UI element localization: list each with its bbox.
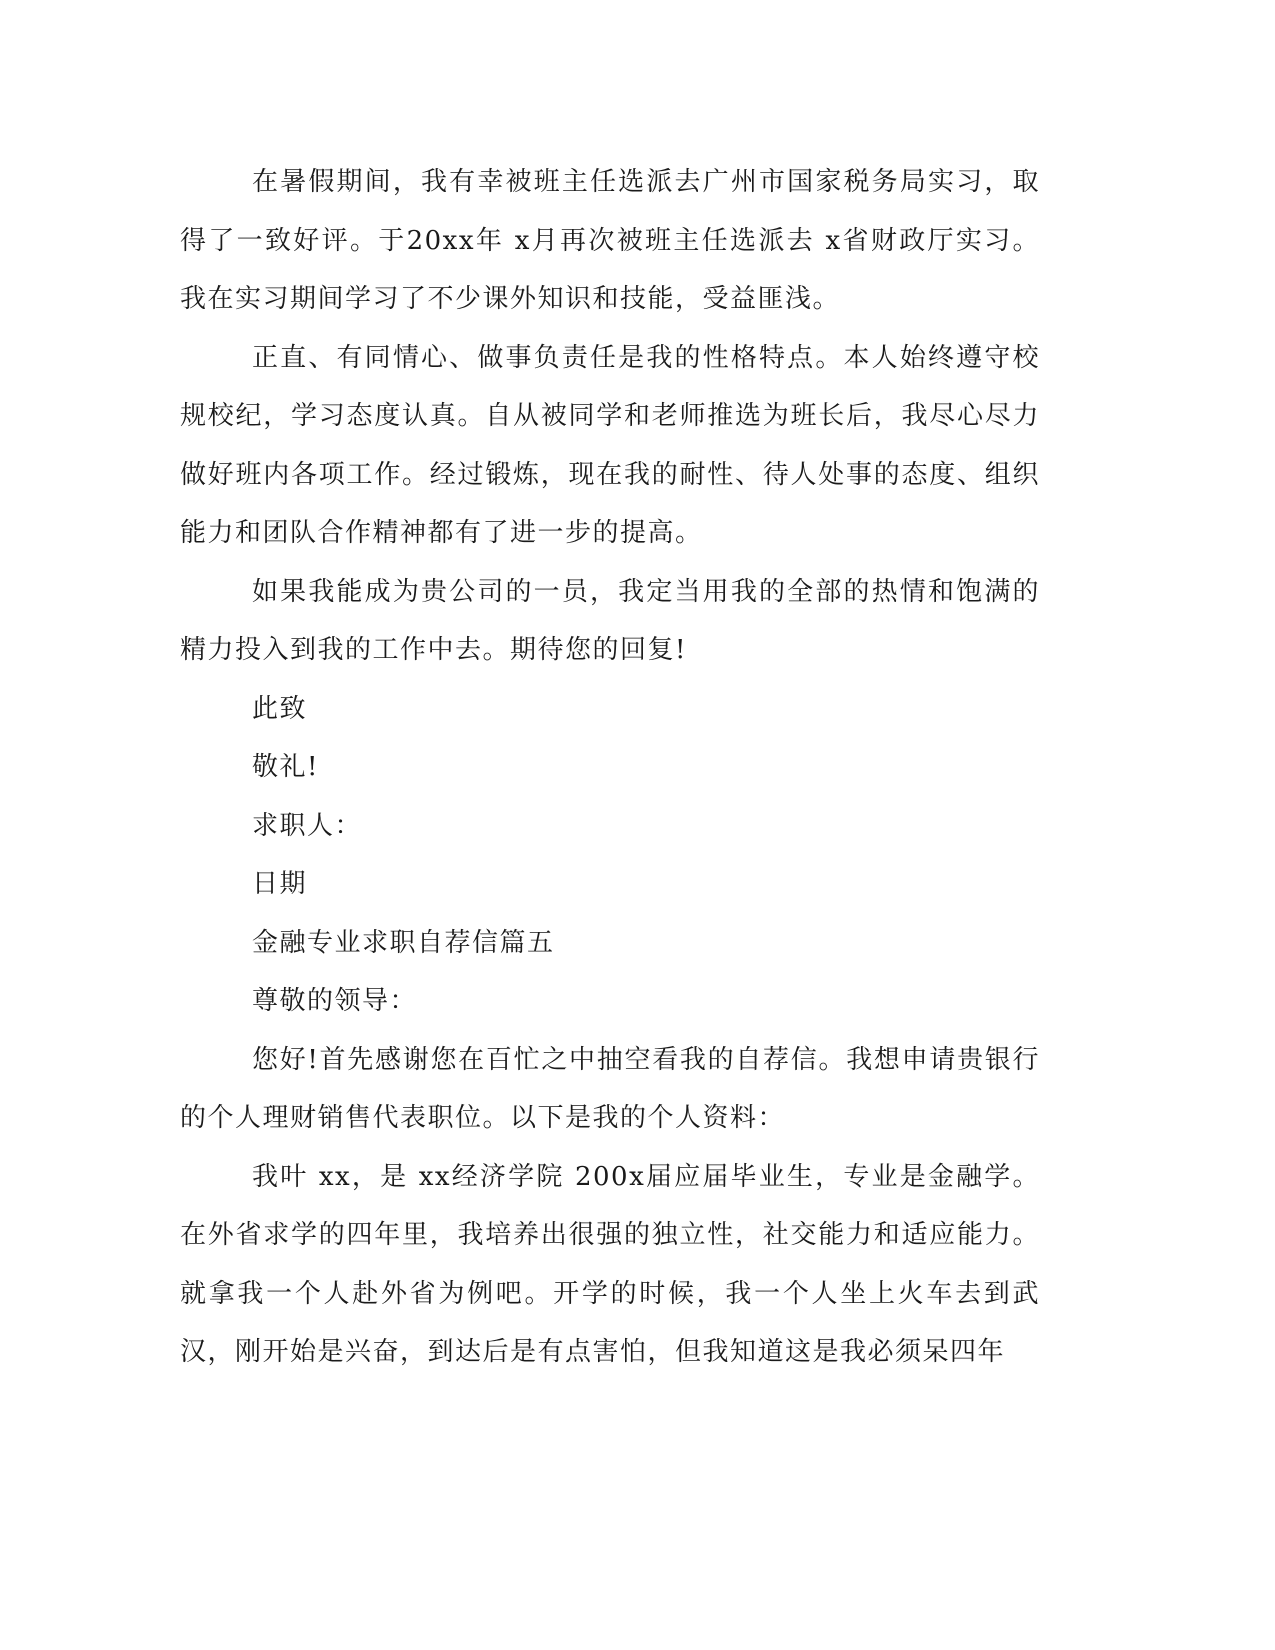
applicant-label: 求职人： <box>252 810 363 841</box>
paragraph-intro: 您好!首先感谢您在百忙之中抽空看我的自荐信。我想申请贵银行的个人理财销售代表职位。以下是我的个人资料： <box>180 1044 1040 1133</box>
closing-salutation: 此致 <box>252 693 308 724</box>
paragraph-character: 正直、有同情心、做事负责任是我的性格特点。本人始终遵守校规校纪，学习态度认真。自从被同学和老师推选为班长后，我尽心尽力做好班内各项工作。经过锻炼，现在我的耐性、待人处事的态度、组织能力和团队合作精神都有了进一步的提高。 <box>180 342 1040 548</box>
section-title: 金融专业求职自荐信篇五 <box>252 927 555 958</box>
paragraph-background: 我叶 xx，是 xx经济学院 200x届应届毕业生，专业是金融学。在外省求学的四年里，我培养出很强的独立性，社交能力和适应能力。就拿我一个人赴外省为例吧。开学的时候，我一个人坐上火车去到武汉，刚开始是兴奋，到达后是有点害怕，但我知道这是我必须呆四年 <box>180 1161 1040 1367</box>
date-label: 日期 <box>252 869 308 899</box>
document-page <box>180 153 1040 1382</box>
paragraph-internship: 在暑假期间，我有幸被班主任选派去广州市国家税务局实习，取得了一致好评。于20xx年 x月再次被班主任选派去 x省财政厅实习。我在实习期间学习了不少课外知识和技能，受益匪浅。 <box>180 167 1040 314</box>
paragraph-closing: 如果我能成为贵公司的一员，我定当用我的全部的热情和饱满的精力投入到我的工作中去。期待您的回复! <box>180 576 1040 665</box>
greeting: 尊敬的领导： <box>252 986 418 1016</box>
closing-respect: 敬礼! <box>252 752 319 782</box>
